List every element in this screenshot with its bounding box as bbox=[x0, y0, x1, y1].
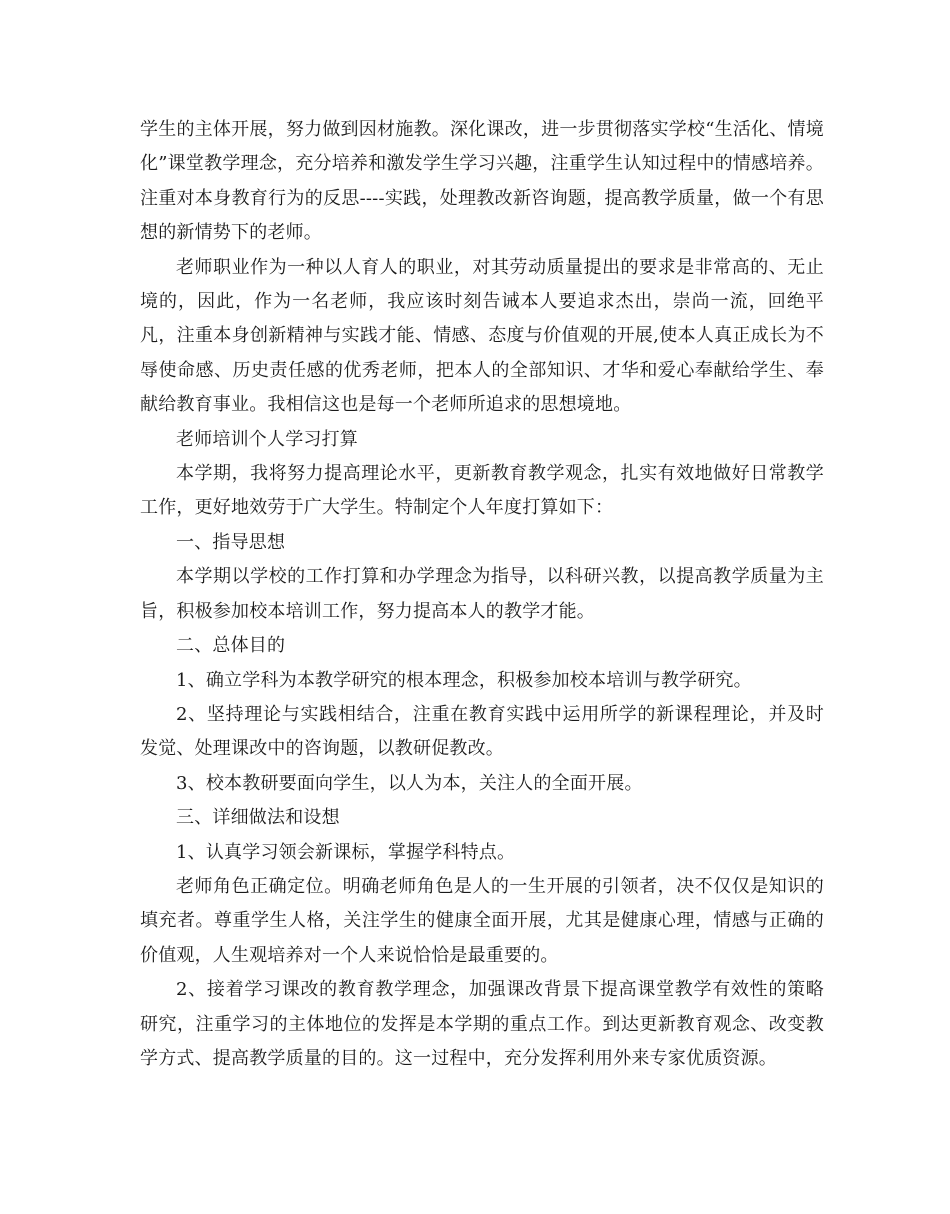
heading-overall-goal: 二、总体目的 bbox=[176, 635, 286, 657]
paragraph-guiding-thought: 本学期以学校的工作打算和办学理念为指导，以科研兴教，以提高教学质量为主旨，积极参加校本培训工作，努力提高本人的教学才能。 bbox=[140, 566, 824, 622]
heading-methods: 三、详细做法和设想 bbox=[176, 807, 340, 829]
document-body bbox=[140, 113, 824, 1076]
list-item-goal-2: 2、坚持理论与实践相结合，注重在教育实践中运用所学的新课程理论，并及时发觉、处理课改中的咨询题，以教研促教改。 bbox=[140, 703, 824, 760]
section-title: 老师培训个人学习打算 bbox=[176, 428, 358, 450]
paragraph-teacher-role: 老师角色正确定位。明确老师角色是人的一生开展的引领者，决不仅仅是知识的填充者。尊重学生人格，关注学生的健康全面开展，尤其是健康心理，情感与正确的价值观，人生观培养对一个人来说恰恰是最重要的。 bbox=[140, 875, 824, 966]
list-item-method-2: 2、接着学习课改的教育教学理念，加强课改背景下提高课堂教学有效性的策略研究，注重学习的主体地位的发挥是本学期的重点工作。到达更新教育观念、改变教学方式、提高教学质量的目的。这一过程中，充分发挥利用外来专家优质资源。 bbox=[140, 979, 824, 1069]
list-item-goal-3: 3、校本教研要面向学生，以人为本，关注人的全面开展。 bbox=[176, 772, 643, 794]
heading-guiding-thought: 一、指导思想 bbox=[176, 531, 286, 553]
paragraph-intro: 本学期，我将努力提高理论水平，更新教育教学观念，扎实有效地做好日常教学工作，更好地效劳于广大学生。特制定个人年度打算如下： bbox=[140, 463, 824, 519]
paragraph-continuation: 学生的主体开展，努力做到因材施教。深化课改，进一步贯彻落实学校“生活化、情境化”课堂教学理念，充分培养和激发学生学习兴趣，注重学生认知过程中的情感培养。注重对本身教育行为的反思----实践，处理教改新咨询题，提高教学质量，做一个有思想的新情势下的老师。 bbox=[140, 119, 824, 244]
list-item-method-1: 1、认真学习领会新课标，掌握学科特点。 bbox=[176, 841, 516, 863]
list-item-goal-1: 1、确立学科为本教学研究的根本理念，积极参加校本培训与教学研究。 bbox=[176, 669, 752, 691]
paragraph-teacher-profession: 老师职业作为一种以人育人的职业，对其劳动质量提出的要求是非常高的、无止境的，因此，作为一名老师，我应该时刻告诫本人要追求杰出，崇尚一流，回绝平凡，注重本身创新精神与实践才能、情感、态度与价值观的开展,使本人真正成长为不辱使命感、历史责任感的优秀老师，把本人的全部知识、才华和爱心奉献给学生、奉献给教育事业。我相信这也是每一个老师所追求的思想境地。 bbox=[140, 256, 824, 416]
